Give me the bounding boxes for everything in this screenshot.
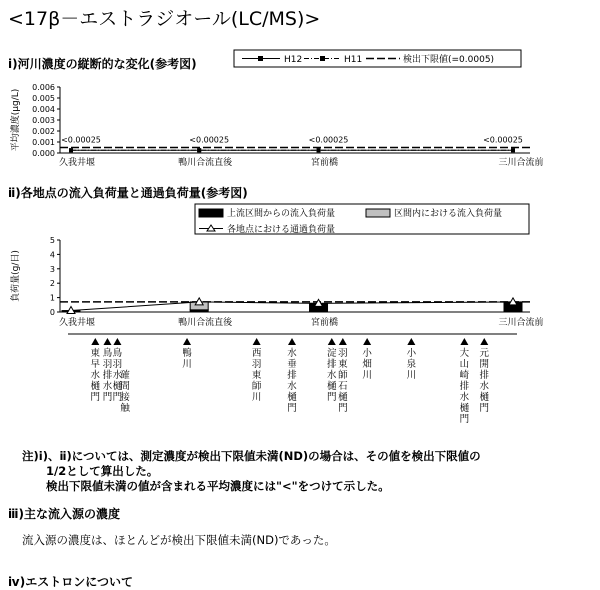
section2-title: ⅱ)各地点の流入負荷量と通過負荷量(参考図): [8, 186, 248, 200]
source-label-char: 師: [251, 381, 262, 392]
chart1-y-tick-label: 0.005: [32, 94, 55, 103]
source-label-char: 門: [90, 392, 101, 403]
source-marker: [328, 338, 336, 345]
section4-title: ⅳ)エストロンについて: [8, 575, 134, 589]
chart1-point-h11: [197, 148, 201, 152]
chart2: [9, 236, 544, 328]
chart2-y-tick-label: 2: [49, 279, 55, 289]
section3-title: ⅲ)主な流入源の濃度: [8, 507, 120, 521]
source-label-char: 川: [362, 370, 372, 381]
page-title: <17β－エストラジオール(LC/MS)>: [8, 8, 321, 30]
source-label-char: 門: [102, 392, 113, 403]
chart1-legend: [234, 50, 521, 67]
chart1-point-h11: [317, 148, 321, 152]
chart1-data-label: <0.00025: [61, 135, 101, 145]
source-label-char: 排: [459, 381, 470, 392]
source-label-char: 羽: [251, 359, 262, 370]
source-label-char: 大: [459, 348, 470, 359]
source-label-char: 崎: [459, 370, 470, 381]
chart2-y-tick-label: 1: [49, 293, 55, 303]
legend-inner-label: 区間内における流入負荷量: [394, 209, 503, 219]
chart2-y-label: 負荷量(g/日): [11, 250, 21, 302]
source-label-char: 水: [479, 381, 490, 392]
source-label-char: 畑: [362, 359, 372, 370]
source-label-char: 川: [182, 359, 192, 370]
source-label-char: 排: [327, 359, 337, 370]
legend-upstream-label: 上流区間からの流入負荷量: [227, 209, 336, 219]
source-label-char: 水: [90, 370, 101, 381]
source-label-char: 水: [287, 381, 297, 392]
source-label-char: 水: [327, 370, 337, 381]
chart2-pass-line: [71, 302, 513, 311]
source-label-char: 門: [459, 414, 470, 425]
chart1-y-tick-label: 0.004: [32, 105, 55, 114]
legend-upstream-swatch: [199, 209, 223, 217]
source-marker: [91, 338, 99, 345]
chart1-point-h11: [69, 148, 73, 152]
note-line-3: 検出下限値未満の値が含まれる平均濃度には"<"をつけて示した。: [46, 479, 390, 493]
source-marker: [183, 338, 191, 345]
section1-title: ⅰ)河川濃度の縦断的な変化(参考図): [8, 57, 197, 71]
source-label-char: 小: [362, 348, 372, 359]
source-label-char: 淀: [327, 348, 337, 359]
chart1-y-tick-label: 0.003: [32, 116, 55, 125]
chart2-y-tick-label: 0: [49, 308, 55, 317]
legend-inner-swatch: [366, 209, 390, 217]
source-marker: [339, 338, 347, 345]
chart1-x-tick-label: 三川合流前: [498, 158, 544, 168]
source-label-char: 樋: [327, 381, 337, 392]
source-label-char: 樋: [338, 392, 348, 403]
chart1-y-tick-label: 0.000: [32, 149, 55, 158]
source-label-char: 東: [251, 370, 262, 381]
source-label-char: 触: [120, 403, 130, 414]
source-label-char: 石: [338, 381, 348, 392]
chart2-x-tick-label: 鴨川合流直後: [178, 318, 233, 328]
source-label-char: 樋: [459, 403, 470, 414]
source-label-char: 羽: [102, 359, 113, 370]
chart2-x-tick-label: 久我井堰: [58, 318, 96, 328]
chart1-x-tick-label: 鴨川合流直後: [178, 158, 233, 168]
source-label-char: 門: [287, 403, 297, 414]
source-label-char: 羽: [338, 348, 348, 359]
source-marker: [113, 338, 121, 345]
legend-h12-marker: [258, 56, 263, 61]
source-label-char: 鳥: [112, 348, 123, 359]
source-label-char: 師: [338, 370, 348, 381]
source-label-char: 水: [287, 348, 297, 359]
chart1-y-tick-label: 0.001: [32, 138, 55, 147]
chart1-y-tick-label: 0.006: [32, 83, 55, 92]
chart2-x-tick-label: 宮前橋: [311, 318, 339, 328]
source-marker: [103, 338, 111, 345]
chart1-data-label: <0.00025: [483, 135, 523, 145]
chart1-point-h11: [511, 148, 515, 152]
source-label-char: 泉: [406, 359, 417, 370]
source-label-char: 門: [112, 392, 123, 403]
source-label-char: 水: [102, 381, 113, 392]
source-label-char: 水: [112, 370, 123, 381]
source-label-char: 排: [287, 370, 297, 381]
legend-h11-marker: [320, 56, 325, 61]
source-label-char: 西: [251, 348, 262, 359]
source-marker: [407, 338, 415, 345]
chart2-y-tick-label: 3: [49, 264, 55, 274]
chart1-x-tick-label: 久我井堰: [58, 158, 96, 168]
source-label-char: 樋: [90, 381, 101, 392]
legend-pass-label: 各地点における通過負荷量: [227, 225, 336, 235]
source-list: [68, 334, 517, 425]
chart1: [9, 83, 544, 168]
source-label-char: 間: [120, 381, 130, 392]
source-marker: [288, 338, 296, 345]
note-line-1: 注)ⅰ)、ⅱ)については、測定濃度が検出下限値未満(ND)の場合は、その値を検出下限値の: [22, 449, 481, 463]
source-label-char: 排: [479, 370, 490, 381]
legend-h11-label: H11: [344, 55, 363, 65]
source-label-char: 東: [338, 359, 348, 370]
source-label-char: 鴨: [182, 348, 192, 359]
legend-limit-label: 検出下限値(=0.0005): [403, 55, 495, 65]
section3-body: 流入源の濃度は、ほとんどが検出下限値未満(ND)であった。: [22, 533, 336, 547]
source-label-char: 川: [251, 392, 262, 403]
source-label-char: 樋: [112, 381, 123, 392]
chart1-y-label: 平均濃度(μg/L): [11, 88, 21, 152]
source-marker: [363, 338, 371, 345]
source-label-char: 門: [479, 403, 490, 414]
source-marker: [460, 338, 468, 345]
source-label-char: 山: [459, 359, 470, 370]
source-marker: [480, 338, 488, 345]
source-label-char: 接: [120, 392, 130, 403]
source-label-char: 羽: [112, 359, 123, 370]
source-label-char: 水: [459, 392, 470, 403]
source-label-char: 開: [479, 359, 490, 370]
chart2-y-tick-label: 4: [49, 250, 55, 260]
chart1-y-tick-label: 0.002: [32, 127, 55, 136]
source-label-char: 東: [90, 348, 101, 359]
source-label-char: 小: [406, 348, 417, 359]
source-marker: [253, 338, 261, 345]
chart2-x-tick-label: 三川合流前: [498, 318, 544, 328]
source-label-char: 確: [120, 370, 130, 381]
source-label-char: 樋: [479, 392, 490, 403]
source-label-char: 鳥: [102, 348, 113, 359]
source-label-char: 川: [406, 370, 417, 381]
chart2-legend: [195, 204, 529, 235]
source-label-char: 垂: [287, 359, 297, 370]
chart2-y-tick-label: 5: [49, 236, 55, 245]
chart1-x-tick-label: 宮前橋: [311, 158, 339, 168]
chart1-data-label: <0.00025: [308, 135, 349, 145]
source-label-char: 樋: [287, 392, 297, 403]
legend-h12-label: H12: [284, 55, 303, 65]
source-label-char: 排: [102, 370, 113, 381]
source-label-char: 門: [338, 403, 348, 414]
chart1-data-label: <0.00025: [189, 135, 230, 145]
source-label-char: 早: [90, 359, 101, 370]
source-label-char: 門: [327, 392, 337, 403]
source-label-char: 元: [479, 348, 490, 359]
note-line-2: 1/2として算出した。: [46, 464, 159, 478]
